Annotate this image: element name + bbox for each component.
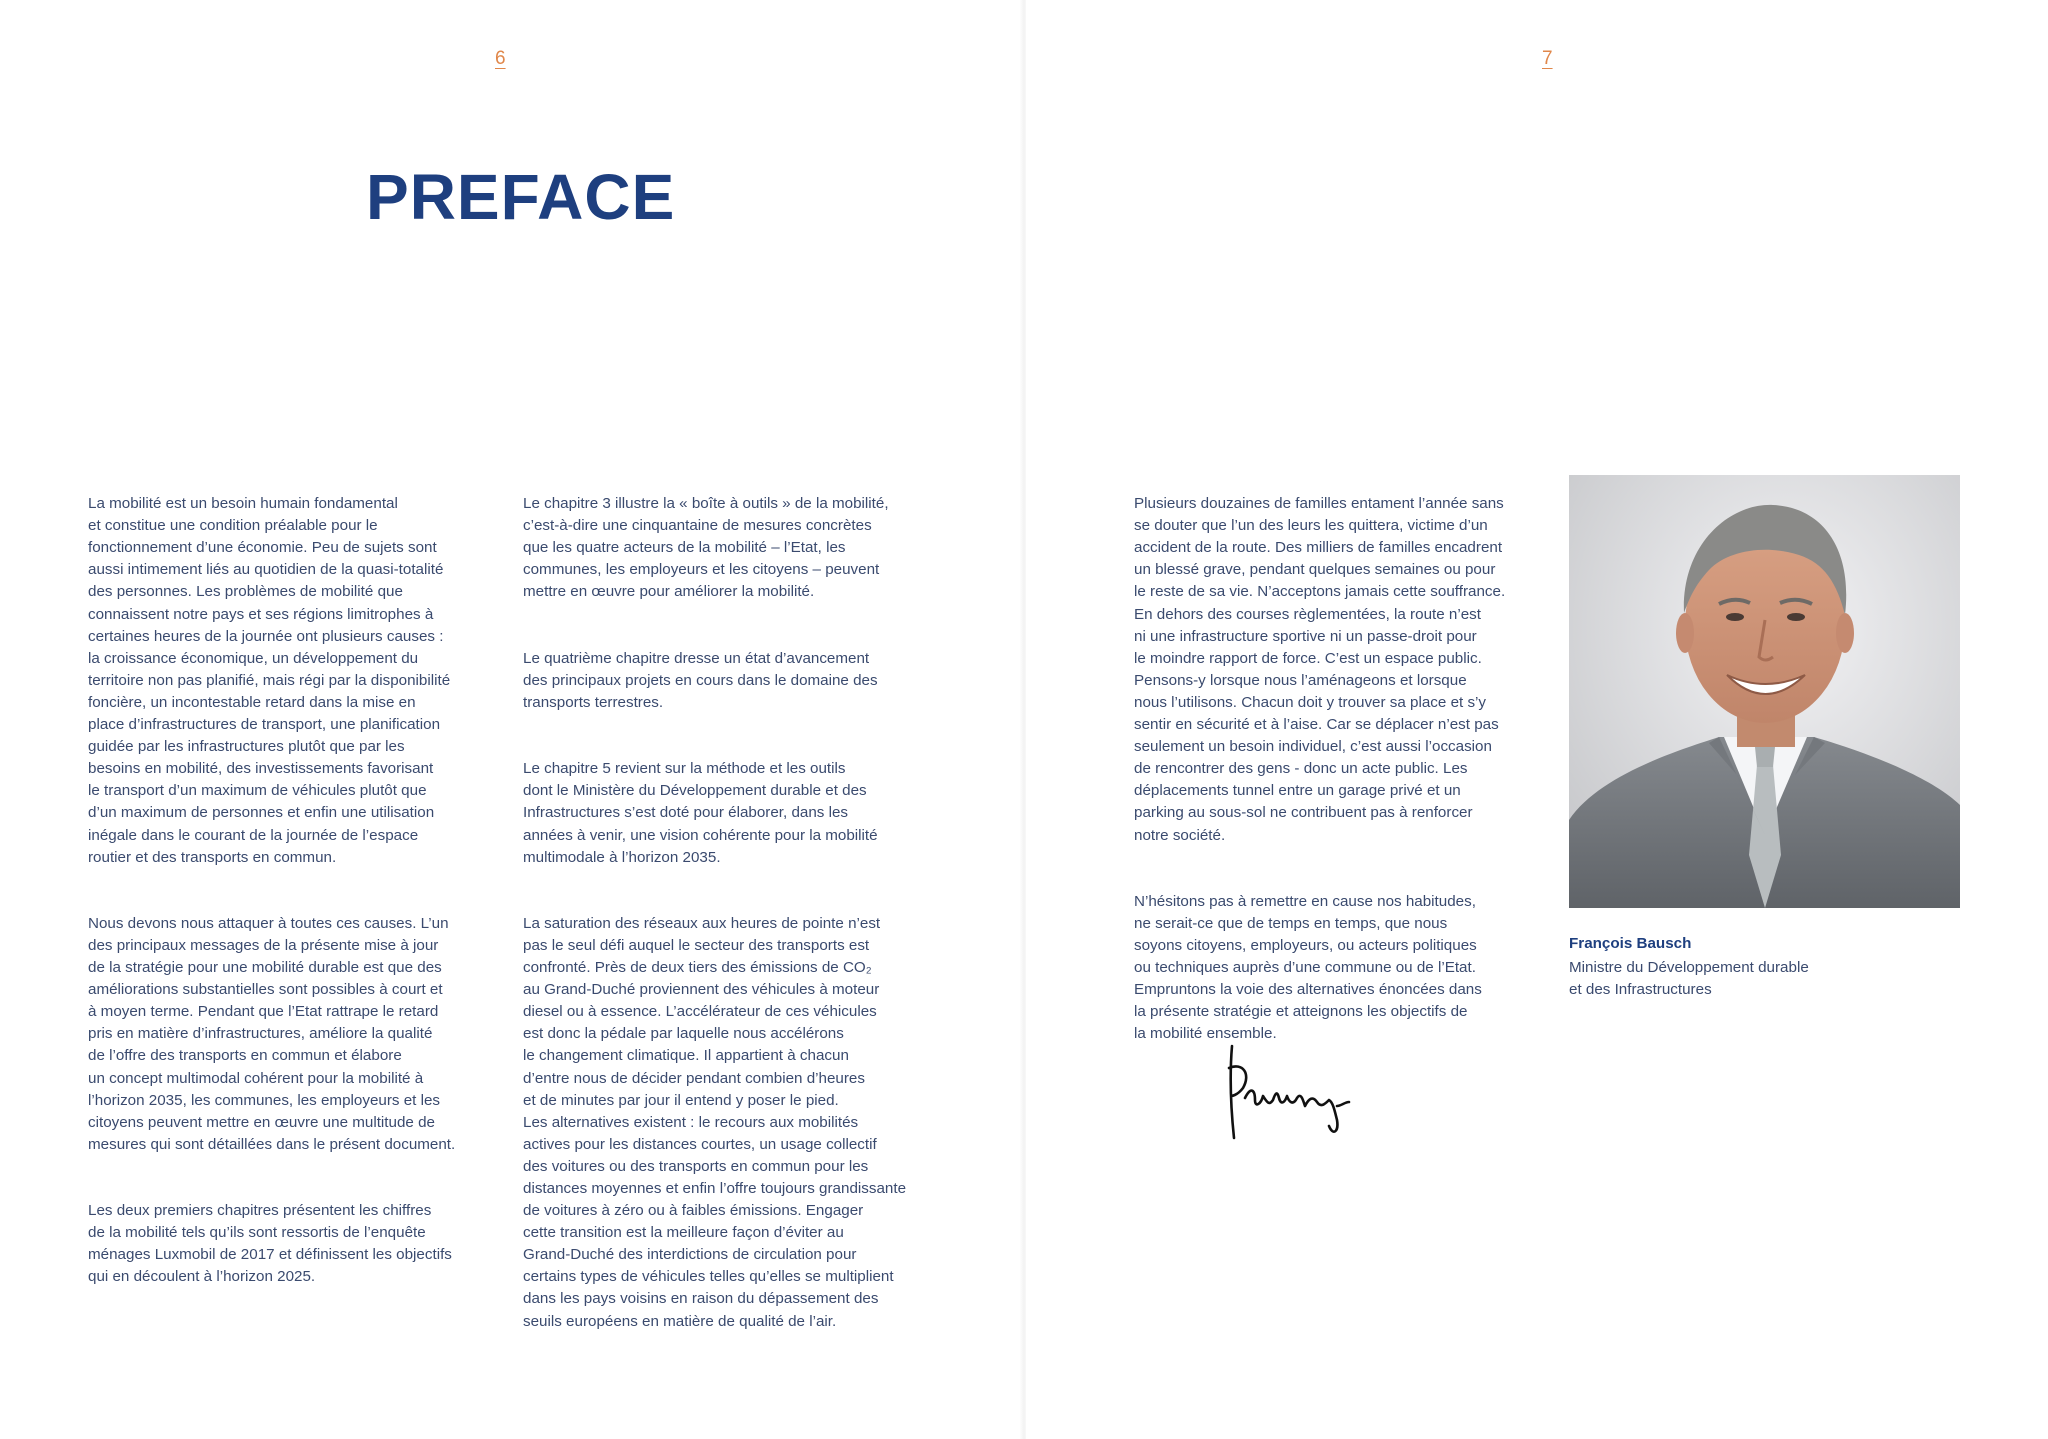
paragraph: La saturation des réseaux aux heures de pointe n’est pas le seul défi auquel le secteur des transports est confronté. Près de deux tiers des émissions de CO₂ au Grand-Duché proviennent des véhicules à moteur diesel ou à essence. L’accélérateur de ces véhicules est donc la pédale par laquelle nous accélérons le changement climatique. Il appartient à chacun d’entre nous de décider pendant combien d’heures et de minutes par jour il entend y poser le pied. Les alternatives existent : le recours aux mobilités actives pour les distances courtes, un usage collectif des voitures ou des transports en commun pour les distances moyennes et enfin l’offre toujours grandissante de voitures à zéro ou à faibles émissions. Engager cette transition est la meilleure façon d’éviter au Grand-Duché des interdictions de circulation pour certains types de véhicules telles qu’elles se multiplient dans les pays voisins en raison du dépassement des seuils européens en matière de qualité de l’air.	[523, 914, 907, 1330]
paragraph: Plusieurs douzaines de familles entament l’année sans se douter que l’un des leurs les quittera, victime d’un accident de la route. Des milliers de familles encadrent un blessé grave, pendant quelques semaines ou pour le reste de sa vie. N’acceptons jamais cette souffrance. En dehors des courses règlementées, la route n’est ni une infrastructure sportive ni un passe-droit pour le moindre rapport de force. C’est un espace public. Pensons-y lorsque nous l’aménageons et lorsque nous l’utilisons. Chacun doit y trouver sa place et s’y sentir en sécurité et à l’aise. Car se déplacer n’est pas seulement un besoin individuel, c’est aussi l’occasion de rencontrer des gens - donc un acte public. Les déplacements tunnel entre un garage privé et un parking au sous-sol ne contribuent pas à renforcer notre société.	[1134, 495, 1506, 844]
author-role: Ministre du Développement durable et des Infrastructures	[1569, 959, 1809, 999]
handwritten-signature	[1225, 1040, 1370, 1145]
portrait-illustration	[1569, 475, 1960, 908]
text-column-3	[1134, 471, 1544, 1090]
text-column-1	[88, 471, 488, 1333]
page-number-left: 6	[495, 48, 506, 69]
paragraph: La mobilité est un besoin humain fondamental et constitue une condition préalable pour le fonctionnement d’une économie. Peu de sujets sont aussi intimement liés au quotidien de la quasi-totalité des personnes. Les problèmes de mobilité que connaissent notre pays et ses régions limitrophes à certaines heures de la journée ont plusieurs causes : la croissance économique, un développement du territoire non pas planifié, mais régi par la disponibilité foncière, un incontestable retard dans la mise en place d’infrastructures de transport, une planification guidée par les infrastructures plutôt que par les besoins en mobilité, des investissements favorisant le transport d’un maximum de véhicules plutôt que d’un maximum de personnes et enfin une utilisation inégale dans le courant de la journée de l’espace routier et des transports en commun.	[88, 495, 451, 866]
page-title: PREFACE	[366, 161, 676, 233]
text-column-2	[523, 471, 943, 1377]
page-number-right: 7	[1542, 48, 1553, 69]
paragraph: Le chapitre 3 illustre la « boîte à outils » de la mobilité, c’est-à-dire une cinquantaine de mesures concrètes que les quatre acteurs de la mobilité – l’Etat, les communes, les employeurs et les citoyens – peuvent mettre en œuvre pour améliorer la mobilité.	[523, 495, 889, 601]
portrait-photo	[1569, 475, 1960, 908]
paragraph: Le chapitre 5 revient sur la méthode et les outils dont le Ministère du Développement durable et des Infrastructures s’est doté pour élaborer, dans les années à venir, une vision cohérente pour la mobilité multimodale à l’horizon 2035.	[523, 760, 878, 866]
paragraph: N’hésitons pas à remettre en cause nos habitudes, ne serait-ce que de temps en temps, que nous soyons citoyens, employeurs, ou acteurs politiques ou techniques auprès d’une commune ou de l’Etat. Empruntons la voie des alternatives énoncées dans la présente stratégie et atteignons les objectifs de la mobilité ensemble.	[1134, 892, 1482, 1043]
left-page	[0, 0, 1022, 1439]
paragraph: Nous devons nous attaquer à toutes ces causes. L’un des principaux messages de la présente mise à jour de la stratégie pour une mobilité durable est que des améliorations substantielles sont possibles à court et à moyen terme. Pendant que l’Etat rattrape le retard pris en matière d’infrastructures, améliore la qualité de l’offre des transports en commun et élabore un concept multimodal cohérent pour la mobilité à l’horizon 2035, les communes, les employeurs et les citoyens peuvent mettre en œuvre une multitude de mesures qui sont détaillées dans le présent document.	[88, 914, 456, 1153]
paragraph: Les deux premiers chapitres présentent les chiffres de la mobilité tels qu’ils sont ressortis de l’enquête ménages Luxmobil de 2017 et définissent les objectifs qui en découlent à l’horizon 2025.	[88, 1202, 452, 1286]
paragraph: Le quatrième chapitre dresse un état d’avancement des principaux projets en cours dans le domaine des transports terrestres.	[523, 649, 878, 711]
author-name: François Bausch	[1569, 935, 1692, 952]
